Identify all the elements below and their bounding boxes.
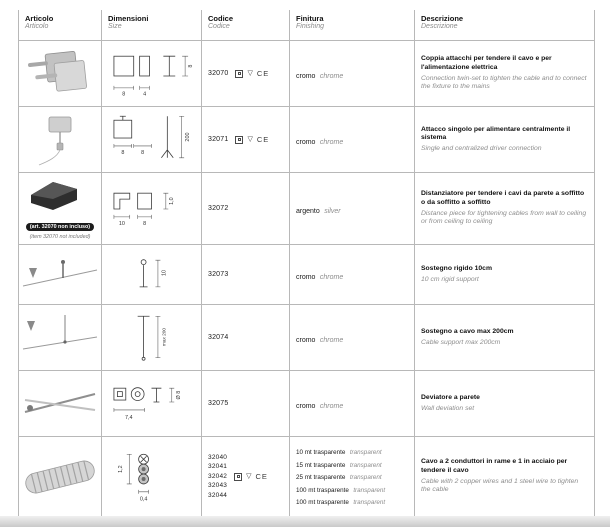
header-sublabel: Descrizione <box>421 23 458 30</box>
twin-connector-photo <box>21 47 99 101</box>
finish-cell <box>289 437 414 516</box>
finish-it: 100 mt trasparente <box>296 499 349 507</box>
finish-it: 10 mt trasparente <box>296 449 346 457</box>
article-photo-cell <box>19 41 101 106</box>
header-label: Finitura <box>296 14 324 23</box>
finish-en: chrome <box>319 138 344 146</box>
product-code: 32070 <box>208 70 229 77</box>
product-code: 32043 <box>208 482 228 490</box>
finish-it: argento <box>296 207 320 215</box>
description-en: Single and centralized driver connection <box>421 144 542 152</box>
article-photo-cell <box>19 371 101 436</box>
product-code: 32072 <box>208 205 229 212</box>
finish-options <box>296 445 385 508</box>
header-dimensioni <box>101 10 201 40</box>
rigid-support-photo <box>21 252 99 298</box>
article-photo-cell <box>19 437 101 516</box>
svg-text:10: 10 <box>118 220 125 227</box>
description-it: Sostegno rigido 10cm <box>421 264 493 272</box>
ce-mark-icon: CE <box>256 68 270 78</box>
header-articolo <box>19 10 101 40</box>
description-it: Distanziatore per tendere i cavi da parete a soffitto o da soffitto a soffitto <box>421 190 585 206</box>
header-sublabel: Size <box>108 23 122 30</box>
dimension-drawing <box>108 112 195 168</box>
finish-cell <box>289 305 414 370</box>
certification-icons <box>235 136 269 144</box>
dimension-drawing <box>108 310 195 366</box>
finish-en: chrome <box>319 402 344 410</box>
header-sublabel: Finishing <box>296 23 325 30</box>
description-it: Coppia attacchi per tendere il cavo e per l'alimentazione elettrica <box>421 55 552 71</box>
svg-text:8: 8 <box>141 149 145 156</box>
code-cell <box>201 107 289 172</box>
header-finitura <box>289 10 414 40</box>
svg-text:0,4: 0,4 <box>139 496 148 503</box>
finish-cell <box>289 371 414 436</box>
finish-en: transparent <box>353 486 386 494</box>
article-photo-cell <box>19 107 101 172</box>
finish-it: cromo <box>296 138 316 146</box>
finish-cell <box>289 173 414 244</box>
dimension-drawing <box>108 448 195 506</box>
description-cell <box>414 305 594 370</box>
finish-cell <box>289 41 414 106</box>
ce-mark-icon: CE <box>255 471 268 481</box>
header-label: Articolo <box>25 14 54 23</box>
finish-en: chrome <box>319 336 344 344</box>
svg-text:4: 4 <box>143 91 147 98</box>
finish-it: cromo <box>296 72 316 80</box>
finish-en: silver <box>324 207 341 215</box>
code-cell <box>201 437 289 516</box>
code-cell <box>201 41 289 106</box>
table-row <box>19 244 594 304</box>
svg-text:200: 200 <box>185 132 192 142</box>
code-cell <box>201 245 289 304</box>
dimension-drawing <box>108 253 195 297</box>
dimensions-cell <box>101 371 201 436</box>
f-mark-icon: ▽ <box>246 472 252 480</box>
f-mark-icon: ▽ <box>247 69 253 77</box>
finish-en: chrome <box>319 72 344 80</box>
finish-it: 100 mt trasparente <box>296 486 349 494</box>
header-label: Dimensioni <box>108 14 149 23</box>
svg-text:1,2: 1,2 <box>117 464 124 473</box>
distance-bracket-photo <box>21 178 99 212</box>
product-code: 32075 <box>208 400 229 407</box>
dimension-drawing <box>108 46 195 102</box>
cable-support-photo <box>21 313 99 363</box>
finish-it: 15 mt trasparente <box>296 461 346 469</box>
finish-it: cromo <box>296 273 316 281</box>
note-badge: (art. 32070 non incluso) <box>26 223 94 231</box>
dimension-drawing <box>108 376 195 432</box>
product-code: 32040 <box>208 453 228 461</box>
description-cell <box>414 41 594 106</box>
product-code: 32071 <box>208 136 229 143</box>
header-label: Descrizione <box>421 14 464 23</box>
article-photo-cell <box>19 305 101 370</box>
code-cell <box>201 173 289 244</box>
f-mark-icon: ▽ <box>247 135 253 143</box>
description-en: Distance piece for tightening cables from wall to ceiling or from ceiling to ceiling <box>421 209 587 226</box>
finish-en: transparent <box>353 499 386 507</box>
header-label: Codice <box>208 14 234 23</box>
description-en: Cable support max 200cm <box>421 338 501 346</box>
finish-cell <box>289 107 414 172</box>
note-en: (item 32070 not included) <box>29 233 91 240</box>
header-sublabel: Articolo <box>25 23 49 30</box>
class-ii-icon <box>235 70 243 78</box>
header-sublabel: Codice <box>208 23 230 30</box>
description-it: Deviatore a parete <box>421 393 480 401</box>
finish-it: cromo <box>296 402 316 410</box>
product-code: 32074 <box>208 334 229 341</box>
dimensions-cell <box>101 245 201 304</box>
description-cell <box>414 371 594 436</box>
svg-text:8: 8 <box>188 64 195 68</box>
dimensions-cell <box>101 305 201 370</box>
product-table <box>18 10 595 517</box>
finish-it: cromo <box>296 336 316 344</box>
svg-text:8: 8 <box>143 220 147 227</box>
table-row <box>19 370 594 436</box>
dimensions-cell <box>101 437 201 516</box>
description-en: 10 cm rigid support <box>421 275 479 283</box>
product-code: 32073 <box>208 271 229 278</box>
page-edge <box>0 516 610 527</box>
finish-en: transparent <box>349 449 382 457</box>
article-note <box>26 215 94 240</box>
description-it: Attacco singolo per alimentare centralmente il sistema <box>421 125 571 142</box>
dimension-drawing <box>108 181 195 237</box>
finish-en: transparent <box>349 461 382 469</box>
svg-text:Ø 8: Ø 8 <box>176 390 183 399</box>
description-cell <box>414 107 594 172</box>
svg-text:8: 8 <box>121 149 125 156</box>
certification-icons <box>234 473 268 481</box>
table-row <box>19 304 594 370</box>
code-cell <box>201 305 289 370</box>
wall-deviator-photo <box>21 382 99 426</box>
finish-it: 25 mt trasparente <box>296 474 346 482</box>
svg-text:1,0: 1,0 <box>169 196 176 205</box>
svg-text:max 200: max 200 <box>162 327 168 346</box>
article-photo-cell <box>19 245 101 304</box>
description-it: Sostegno a cavo max 200cm <box>421 327 514 335</box>
class-ii-icon <box>235 136 243 144</box>
dimensions-cell <box>101 173 201 244</box>
product-code: 32044 <box>208 491 228 499</box>
svg-text:8: 8 <box>122 91 126 98</box>
header-codice <box>201 10 289 40</box>
description-en: Cable with 2 copper wires and 1 steel wire to tighten the cable <box>421 477 579 494</box>
description-cell <box>414 437 594 516</box>
code-cell <box>201 371 289 436</box>
ce-mark-icon: CE <box>256 134 270 144</box>
dimensions-cell <box>101 107 201 172</box>
finish-cell <box>289 245 414 304</box>
dimensions-cell <box>101 41 201 106</box>
description-en: Wall deviation set <box>421 404 475 412</box>
class-ii-icon <box>234 473 242 481</box>
svg-text:7,4: 7,4 <box>124 414 133 421</box>
article-photo-cell <box>19 173 101 244</box>
description-en: Connection twin-set to tighten the cable and to connect the fixture to the mains <box>421 74 587 91</box>
finish-en: chrome <box>319 273 344 281</box>
description-it: Cavo a 2 conduttori in rame e 1 in acciaio per tendere il cavo <box>421 458 568 474</box>
certification-icons <box>235 70 269 78</box>
cable-coil-photo <box>21 447 99 507</box>
product-code: 32041 <box>208 463 228 471</box>
table-header <box>19 10 594 40</box>
table-row <box>19 436 594 516</box>
finish-en: transparent <box>349 474 382 482</box>
table-row <box>19 106 594 172</box>
description-cell <box>414 173 594 244</box>
svg-text:10: 10 <box>161 269 168 276</box>
canopy-connector-photo <box>21 113 99 167</box>
product-codes <box>208 453 227 501</box>
table-row <box>19 40 594 106</box>
product-code: 32042 <box>208 472 228 480</box>
table-row <box>19 172 594 244</box>
description-cell <box>414 245 594 304</box>
header-descrizione <box>414 10 594 40</box>
